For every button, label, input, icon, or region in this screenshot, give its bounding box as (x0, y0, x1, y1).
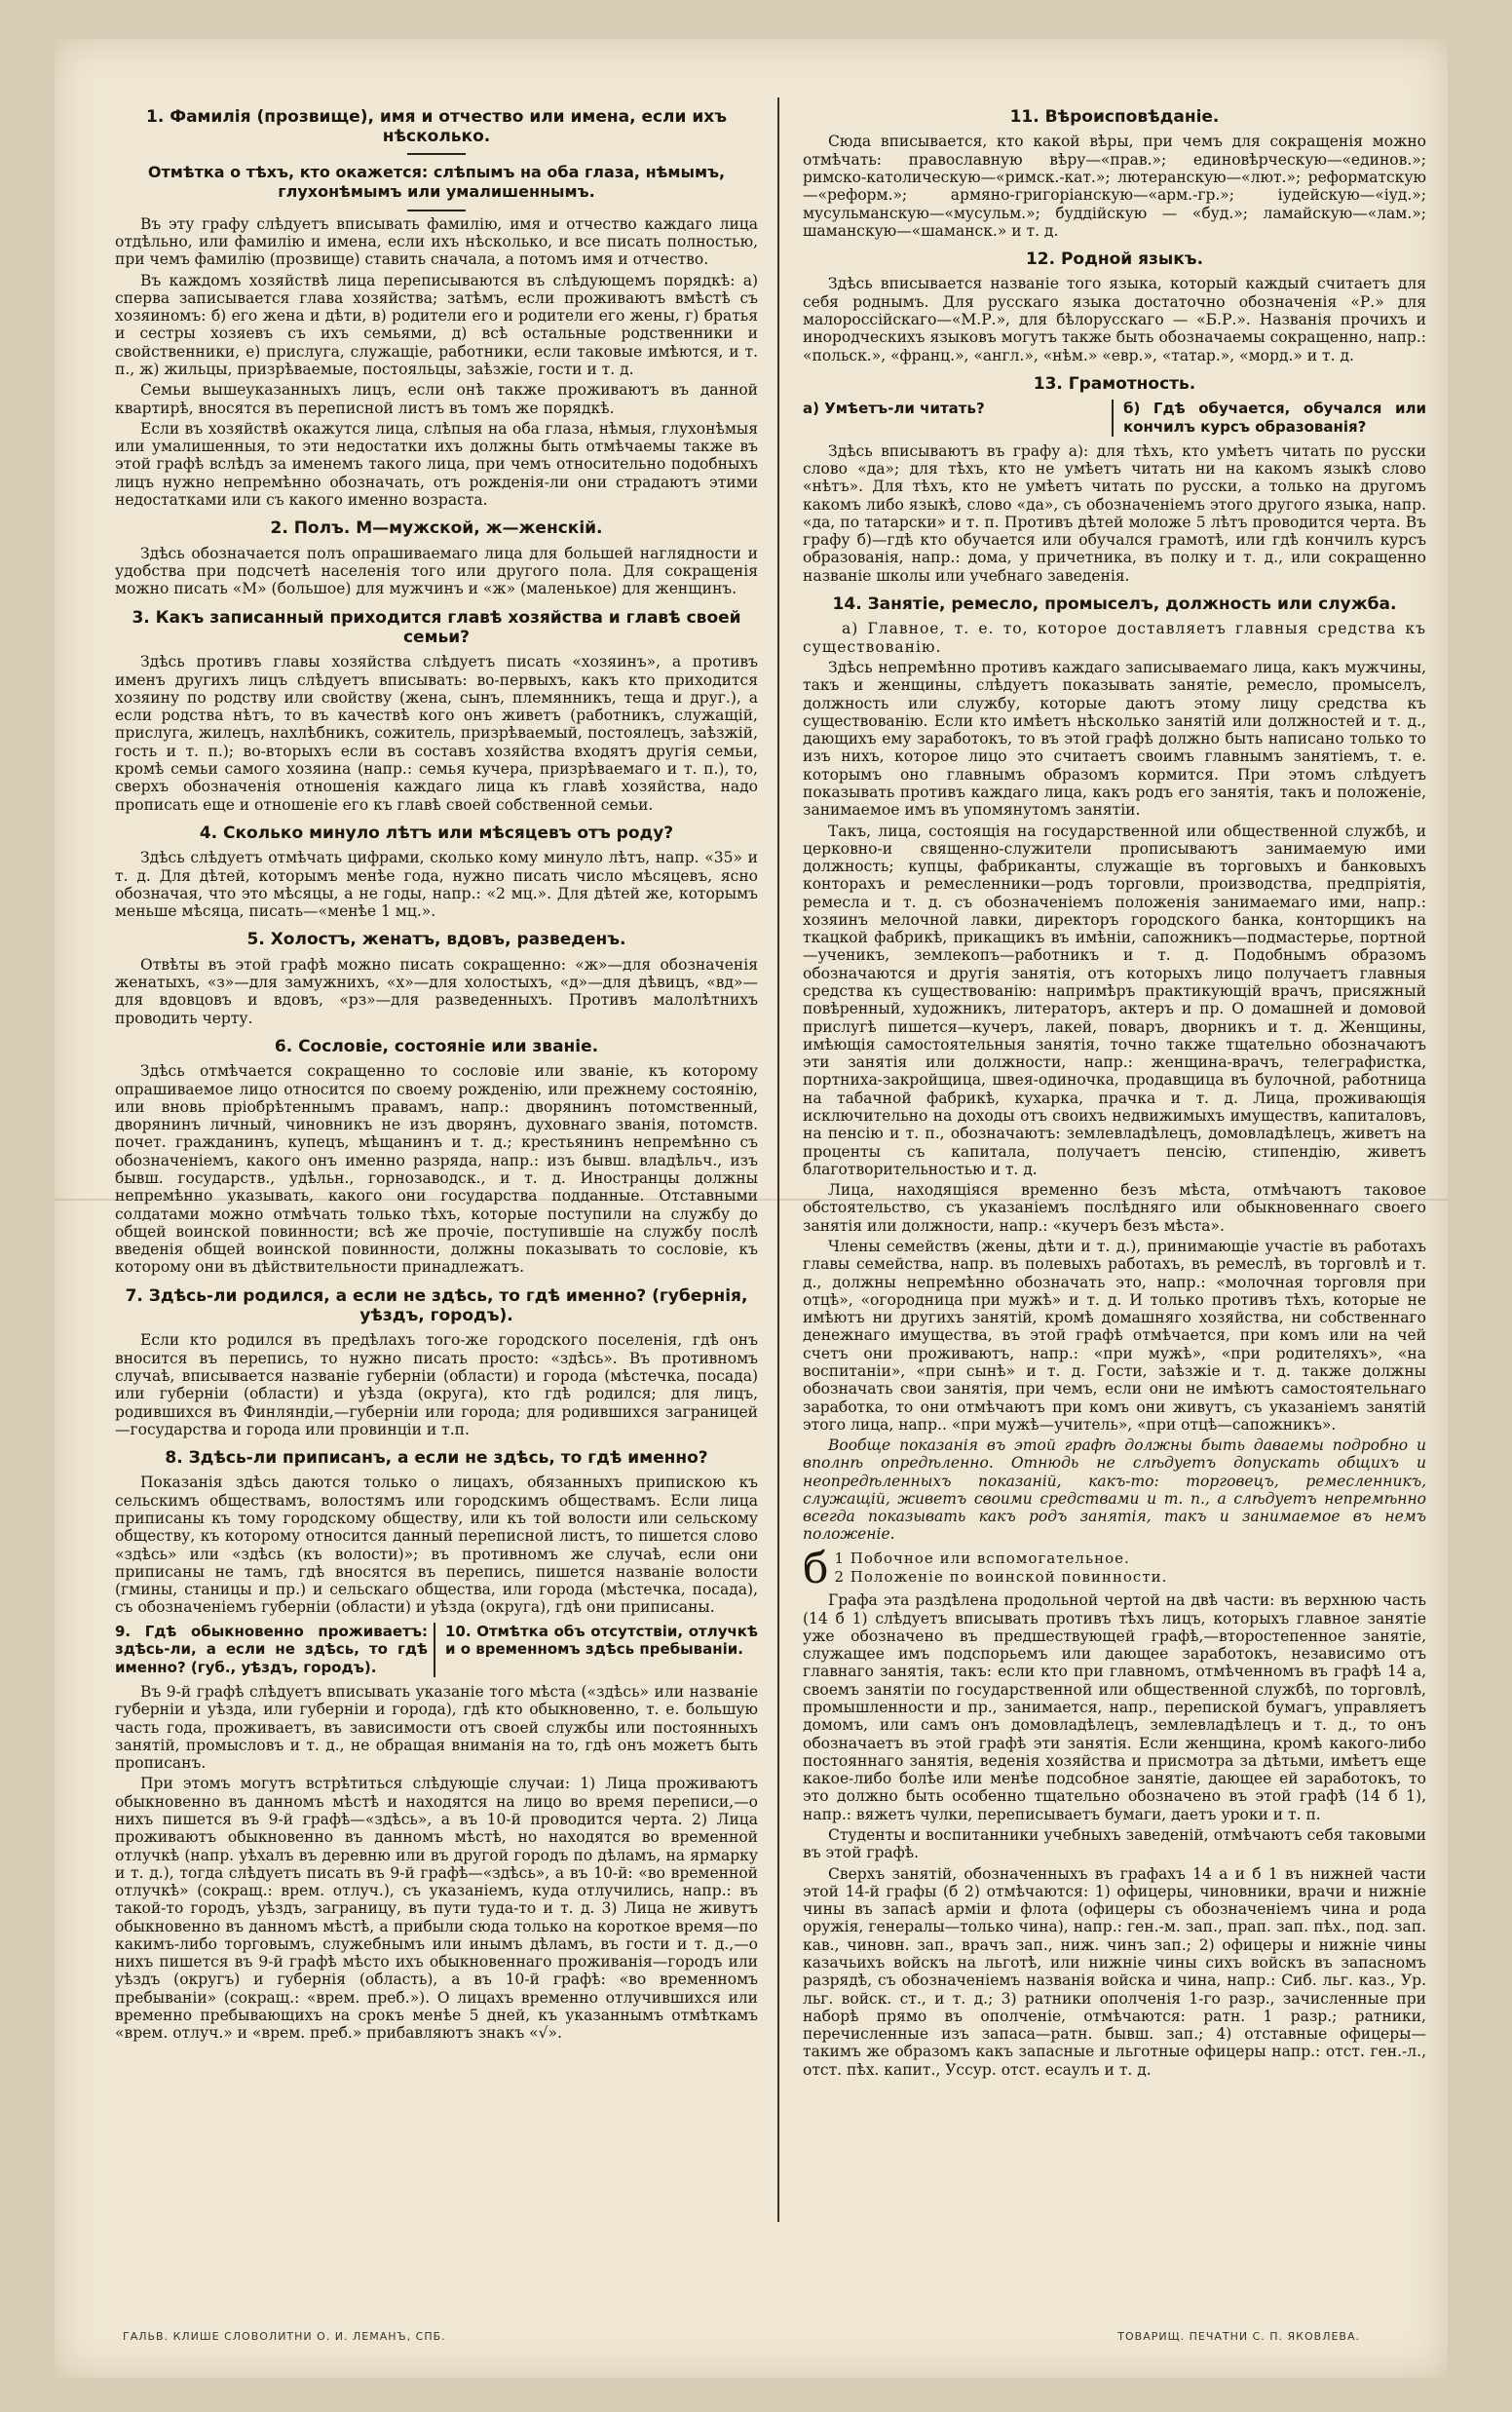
section-14-b1: 1 Побочное или вспомогательное. (834, 1549, 1130, 1567)
section-13-subheads (803, 400, 1426, 437)
section-11-paragraph: Сюда вписывается, кто какой вѣры, при чемъ для сокращенія можно отмѣчать: православную вѣру—«прав.»; единовѣрческую—«единов.»; римско-католическую—«римск.-кат.»; лютеранскую—«лют.»; реформатскую—«реформ.»; армяно-григоріанскую—«арм.-гр.»; іудейскую—«іуд.»; мусульманскую—«мусульм.»; буддійскую — «буд.»; ламайскую—«лам.»; шаманскую—«шаманск.» и т. д. (803, 133, 1426, 240)
section-12-paragraph: Здѣсь вписывается названіе того языка, который каждый считаетъ для себя роднымъ. Для русскаго языка достаточно обозначенія «Р.» для малороссійскаго—«М.Р.», для бѣлорусскаго — «Б.Р.». Названія прочихъ и инородческихъ языковъ могутъ также быть обозначаемы сокращенно, напр.: «польск.», «франц.», «англ.», «нѣм.» «евр.», «татар.», «морд.» и т. д. (803, 275, 1426, 364)
section-14-title: 14. Занятіе, ремесло, промыселъ, должность или служба. (832, 594, 1397, 615)
section-1-paragraph: Если въ хозяйствѣ окажутся лица, слѣпыя на оба глаза, нѣмыя, глухонѣмыя или умалишенныя, то эти недостатки ихъ должны быть отмѣчаемы также въ этой графѣ вслѣдъ за именемъ такого лица, при чемъ относительно подобныхъ лицъ нужно непремѣнно обозначать, отъ рожденія-ли они страдаютъ этими недостатками или съ какого именно возраста. (115, 419, 758, 509)
section-9-10-header (115, 1623, 758, 1677)
section-13-b: б) Гдѣ обучается, обучался или кончилъ курсъ образованія? (1123, 400, 1426, 437)
section-8-paragraph: Показанія здѣсь даются только о лицахъ, обязанныхъ припискою къ сельскимъ обществамъ, волостямъ или городскимъ обществамъ. Если лица приписаны къ тому городскому обществу, или къ той волости или сельскому обществу, къ которому относится данный переписной листъ, то пишется слово «здѣсь» или «здѣсь (къ волости)»; въ противномъ же случаѣ, если они приписаны не тамъ, гдѣ вносятся въ перепись, пишется названіе волости (гмины, станицы и пр.) и сельскаго общества, или города (мѣстечка, посада), съ обозначеніемъ губерніи (области) и уѣзда (округа), гдѣ они приписаны. (115, 1474, 758, 1617)
section-14-b-paragraph: Графа эта раздѣлена продольной чертой на двѣ части: въ верхнюю часть (14 б 1) слѣдуетъ вписывать противъ тѣхъ лицъ, которыхъ главное занятіе уже обозначено въ предшествующей графѣ,—второстепенное занятіе, служащее имъ подспорьемъ или дающее заработокъ, независимо отъ главнаго занятія, такъ: если кто при главномъ, отмѣченномъ въ графѣ 14 а, своемъ занятіи по государственной или общественной службѣ, по торговлѣ, промышленности и пр., занимается, напр., перепиской бумагъ, управляетъ домомъ, или самъ онъ домовладѣлецъ, землевладѣлецъ и т. д., то онъ обозначаетъ въ этой графѣ эти занятія. Если женщина, кромѣ какого-либо постояннаго занятія, веденія хозяйства и присмотра за дѣтьми, имѣетъ еще какое-либо болѣе или менѣе подсобное занятіе, дающее ей заработокъ, то это должно быть особенно тщательно обозначено въ этой графѣ (14 б 1), напр.: вяжетъ чулки, переписываетъ бумаги, даетъ уроки и т. п. (803, 1591, 1426, 1823)
section-2-paragraph: Здѣсь обозначается полъ опрашиваемаго лица для большей наглядности и удобства при подсчетѣ населенія того или другого пола. Для сокращенія можно писать «М» (большое) для мужчинъ и «ж» (маленькое) для женщинъ. (115, 544, 758, 598)
section-10-title: 10. Отмѣтка объ отсутствіи, отлучкѣ и о временномъ здѣсь пребываніи. (445, 1622, 758, 1659)
census-instructions-sheet (55, 39, 1448, 2378)
section-14-paragraph: Члены семействъ (жены, дѣти и т. д.), принимающіе участіе въ работахъ главы семейства, напр. въ полевыхъ работахъ, въ ремеслѣ, въ торговлѣ и т. д., должны непремѣнно обозначать это, напр.: «молочная торговля при отцѣ», «огородница при мужѣ» и т. д. И только противъ тѣхъ, которые не имѣютъ ни другихъ занятій, кромѣ домашняго хозяйства, ни собственнаго денежнаго имущества, въ этой графѣ отмѣчается, при комъ или на чей счетъ они проживаютъ, напр.: «при мужѣ», «при родителяхъ», «на воспитаніи», «при сынѣ» и т. д. Гости, заѣзжіе и т. д. также должны обозначать свои занятія, при чемъ, если они не имѣютъ самостоятельнаго заработка, то они отмѣчаютъ при комъ они живутъ, съ указаніемъ занятій этого лица, напр.. «при мужѣ—учитель», «при отцѣ—сапожникъ». (803, 1237, 1426, 1434)
section-6-paragraph: Здѣсь отмѣчается сокращенно то сословіе или званіе, къ которому опрашиваемое лицо относится по своему рожденію, или прежнему состоянію, или вновь пріобрѣтеннымъ правамъ, напр.: дворянинъ потомственный, дворянинъ личный, чиновникъ не изъ дворянъ, духовнаго званія, потомств. почет. гражданинъ, купецъ, мѣщанинъ и т. д.; крестьянинъ непремѣнно съ обозначеніемъ, какого онъ именно разряда, напр.: изъ бывш. владѣльч., изъ бывш. государств., удѣльн., горнозаводск., и т. д. Иностранцы должны непремѣнно указывать, какого они государства подданные. Отставными солдатами можно отмѣчать только тѣхъ, которые поступили на службу до общей воинской повинности; всѣ же прочіе, поступившіе на службу послѣ введенія общей воинской повинности, должны показывать то сословіе, къ которому они въ дѣйствительности принадлежатъ. (115, 1062, 758, 1277)
section-12-title: 12. Родной языкъ. (1025, 249, 1204, 270)
section-14-paragraph: Такъ, лица, состоящія на государственной или общественной службѣ, и церковно-и священно-служители прописываютъ занимаемую ими должность; купцы, фабриканты, служащіе въ торговыхъ и банковыхъ конторахъ и ремесленники—родъ торговли, производства, предпріятія, ремесла и т. д. съ обозначеніемъ положенія занимаемаго ими, напр.: хозяинъ мелочной лавки, директоръ городского банка, конторщикъ на ткацкой фабрикѣ, прикащикъ въ имѣніи, сапожникъ—подмастерье, портной—ученикъ, землекопъ—работникъ и т. д. Подобнымъ образомъ обозначаются и другія занятія, отъ которыхъ лицо получаетъ главныя средства къ существованію: напримѣръ практикующій врачъ, присяжный повѣренный, художникъ, литераторъ, актеръ и пр. О домашней и домовой прислугѣ пишется—кучеръ, лакей, поваръ, дворникъ и т. д. Женщины, имѣющія самостоятельныя занятія, точно также тщательно обозначаютъ эти занятія или должности, напр.: женщина-врачъ, телеграфистка, портниха-закройщица, швея-одиночка, продавщица въ булочной, работница на табачной фабрикѣ, кухарка, прачка и т. д. Лица, проживающія исключительно на доходы отъ своихъ недвижимыхъ имуществъ, капиталовъ, на пенсію и т. п., обозначаютъ: землевладѣлецъ, домовладѣлецъ, живетъ на проценты съ капитала, получаетъ пенсію, стипендію, живетъ благотворительностью и т. д. (803, 822, 1426, 1178)
section-1-subtitle: Отмѣтка о тѣхъ, кто окажется: слѣпымъ на оба глаза, нѣмымъ, глухонѣмымъ или умалишеннымъ. (147, 162, 726, 201)
section-1-title: 1. Фамилія (прозвище), имя и отчество или имена, если ихъ нѣсколько. (146, 107, 727, 147)
section-2-title: 2. Полъ. М—мужской, ж—женскій. (270, 518, 603, 539)
section-8-title: 8. Здѣсь-ли приписанъ, а если не здѣсь, то гдѣ именно? (165, 1448, 708, 1469)
section-14-b-letter: б (803, 1543, 829, 1593)
section-11-title: 11. Вѣроисповѣданіе. (1009, 107, 1220, 127)
section-5-title: 5. Холостъ, женатъ, вдовъ, разведенъ. (246, 930, 626, 950)
section-14-b-subheads (803, 1543, 1426, 1593)
section-13-paragraph: Здѣсь вписываютъ въ графу а): для тѣхъ, кто умѣетъ читать по русски слово «да»; для тѣхъ, кто не умѣетъ читать ни на какомъ языкѣ слово «нѣтъ». Для тѣхъ, кто не умѣетъ читать по русски, а только на другомъ какомъ либо языкѣ, слово «да», съ обозначеніемъ этого другого языка, напр. «да, по татарски» и т. п. Противъ дѣтей моложе 5 лѣтъ проводится черта. Въ графу б)—гдѣ кто обучается или обучался грамотѣ, или гдѣ кончилъ курсъ образованія, напр.: дома, у причетника, въ полку и т. д., или сокращенно названіе школы или учебнаго заведенія. (803, 441, 1426, 585)
footer-right-imprint: ТОВАРИЩ. ПЕЧАТНИ С. П. ЯКОВЛЕВА. (1117, 2330, 1360, 2343)
section-7-title: 7. Здѣсь-ли родился, а если не здѣсь, то гдѣ именно? (губернія, уѣздъ, городъ). (125, 1285, 748, 1326)
title-rule (407, 210, 466, 211)
right-column (803, 97, 1426, 2082)
section-13-a: а) Умѣетъ-ли читать? (803, 400, 1114, 437)
footer-left-imprint: ГАЛЬВ. КЛИШЕ СЛОВОЛИТНИ О. И. ЛЕМАНЪ, СПБ. (123, 2330, 446, 2343)
section-9-paragraph: Въ 9-й графѣ слѣдуетъ вписывать указаніе того мѣста («здѣсь» или названіе губерніи и уѣзда, или губерніи и города), гдѣ кто обыкновенно, т. е. большую часть года, проживаетъ, въ зависимости отъ своей службы или постоянныхъ занятій, промысловъ и т. д., не обращая вниманія на то, гдѣ онъ можетъ быть прописанъ. (115, 1682, 758, 1773)
section-14-paragraph: Здѣсь непремѣнно противъ каждаго записываемаго лица, какъ мужчины, такъ и женщины, слѣдуетъ показывать занятіе, ремесло, промыселъ, должность или службу, которые даютъ этому лицу средства къ существованію. Если кто имѣетъ нѣсколько занятій или должностей и т. д., дающихъ ему заработокъ, то въ этой графѣ должно быть написано только то изъ нихъ, которое лицо это считаетъ своимъ главнымъ занятіемъ, т. е. которымъ оно главнымъ образомъ кормится. При этомъ слѣдуетъ показывать противъ каждаго лица, какъ родъ его занятія, такъ и положеніе, занимаемое имъ въ упомянутомъ занятіи. (803, 658, 1426, 820)
section-14-b-paragraph: Студенты и воспитанники учебныхъ заведеній, отмѣчаютъ себя таковыми въ этой графѣ. (803, 1826, 1426, 1862)
section-1-paragraph: Семьи вышеуказанныхъ лицъ, если онѣ также проживаютъ въ данной квартирѣ, вносятся въ переписной листъ въ томъ же порядкѣ. (115, 381, 758, 417)
section-14-a-subtitle: а) Главное, т. е. то, которое доставляетъ главныя средства къ существованію. (803, 620, 1426, 656)
section-9-paragraph: При этомъ могутъ встрѣтиться слѣдующіе случаи: 1) Лица проживаютъ обыкновенно въ данномъ мѣстѣ и находятся на лицо во время переписи,—о нихъ пишется въ 9-й графѣ—«здѣсь», а въ 10-й проводится черта. 2) Лица проживаютъ обыкновенно въ данномъ мѣстѣ, но находятся во временной отлучкѣ (напр. уѣхалъ въ деревню или въ другой городъ по дѣламъ, на ярмарку и т. д.), тогда слѣдуетъ писать въ 9-й графѣ—«здѣсь», а въ 10-й: «во временной отлучкѣ» (сокращ.: врем. отлуч.), съ указаніемъ, куда отлучились, напр.: въ такой-то городъ, уѣздъ, заграницу, въ пути туда-то и т. д. 3) Лица не живутъ обыкновенно въ данномъ мѣстѣ, а прибыли сюда только на короткое время—по какимъ-либо торговымъ, служебнымъ или инымъ дѣламъ, въ гости и т. д.,—о нихъ пишется въ 9-й графѣ мѣсто ихъ обыкновеннаго проживанія—городъ или уѣздъ (округъ) и губернія (область), а въ 10-й графѣ: «во временномъ пребываніи» (сокращ.: «врем. преб.»). О лицахъ временно отлучившихся или временно пребывающихъ на срокъ менѣе 5 дней, къ указаннымъ отмѣткамъ «врем. отлуч.» и «врем. преб.» прибавляютъ знакъ «√». (115, 1775, 758, 2043)
section-14-b2: 2 Положеніе по воинской повинности. (834, 1568, 1168, 1587)
section-5-paragraph: Отвѣты въ этой графѣ можно писать сокращенно: «ж»—для обозначенія женатыхъ, «з»—для замужнихъ, «х»—для холостыхъ, «д»—для дѣвицъ, «вд»—для вдовцовъ и вдовъ, «рз»—для разведенныхъ. Противъ малолѣтнихъ проводить черту. (115, 955, 758, 1027)
title-rule (407, 153, 466, 155)
section-13-title: 13. Грамотность. (1033, 373, 1196, 394)
section-4-paragraph: Здѣсь слѣдуетъ отмѣчать цифрами, сколько кому минуло лѣтъ, напр. «35» и т. д. Для дѣтей, которымъ менѣе года, нужно писать число мѣсяцевъ, ясно обозначая, что это мѣсяцы, а не годы, напр.: «2 мц.». Для дѣтей же, которымъ меньше мѣсяца, писать—«менѣе 1 мц.». (115, 849, 758, 921)
section-9-title: 9. Гдѣ обыкновенно проживаетъ: здѣсь-ли, а если не здѣсь, то гдѣ именно? (губ., уѣздъ, городъ). (115, 1623, 435, 1677)
section-14-paragraph: Вообще показанія въ этой графѣ должны быть даваемы подробно и вполнѣ опредѣленно. Отнюдь не слѣдуетъ допускать общихъ и неопредѣленныхъ показаній, какъ-то: торговецъ, ремесленникъ, служащій, живетъ своими средствами и т. п., а слѣдуетъ непремѣнно всегда показывать какъ родъ занятія, такъ и занимаемое въ немъ положеніе. (803, 1436, 1426, 1544)
section-4-title: 4. Сколько минуло лѣтъ или мѣсяцевъ отъ роду? (199, 823, 674, 843)
section-1-paragraph: Въ эту графу слѣдуетъ вписывать фамилію, имя и отчество каждаго лица отдѣльно, или фамилію и имена, если ихъ нѣсколько, и все писать полностью, при чемъ фамилію (прозвище) ставить сначала, а потомъ имя и отчество. (115, 214, 758, 269)
column-divider (777, 97, 779, 2222)
section-14-b-paragraph: Сверхъ занятій, обозначенныхъ въ графахъ 14 а и б 1 въ нижней части этой 14-й графы (б 2) отмѣчаются: 1) офицеры, чиновники, врачи и нижніе чины въ запасѣ арміи и флота (офицеры съ обозначеніемъ чина и рода оружія, генералы—только чина), напр.: ген.-м. зап., прап. зап. пѣх., под. зап. кав., чиновн. зап., врачъ зап., ниж. чинъ зап.; 2) офицеры и нижніе чины казачьихъ войскъ на льготѣ, или нижніе чины сихъ войскъ въ запасномъ разрядѣ, съ обозначеніемъ названія войска и чина, напр.: Сиб. льг. каз., Ур. льг. войск. ст., и т. д.; 3) ратники ополченія 1-го разр., зачисленные при наборѣ прямо въ ополченіе, отмѣчаются: ратн. 1 разр.; ратники, перечисленные изъ запаса—ратн. бывш. зап.; 4) отставные офицеры—такимъ же образомъ какъ запасные и льготные офицеры напр.: отст. ген.-л., отст. пѣх. капит., Уссур. отст. есаулъ и т. д. (803, 1864, 1426, 2079)
left-column (115, 97, 758, 2046)
section-1-paragraph: Въ каждомъ хозяйствѣ лица переписываются въ слѣдующемъ порядкѣ: а) сперва записывается глава хозяйства; затѣмъ, если проживаютъ вмѣстѣ съ хозяиномъ: б) его жена и дѣти, в) родители его и родители его жены, г) братья и сестры хозяевъ съ ихъ семьями, д) всѣ остальные родственники и свойственники, е) прислуга, служащіе, работники, если таковые имѣются, и т. п., ж) жильцы, призрѣваемые, постояльцы, заѣзжіе, гости и т. д. (115, 271, 758, 379)
section-7-paragraph: Если кто родился въ предѣлахъ того-же городского поселенія, гдѣ онъ вносится въ перепись, то нужно писать просто: «здѣсь». Въ противномъ случаѣ, вписывается названіе губерніи (области) и города (мѣстечка, посада) или губерніи (области) и уѣзда (округа), кто гдѣ родился; для лицъ, родившихся въ Финляндіи,—губерніи или города; для родившихся заграницей—государства и города или провинціи и т.п. (115, 1331, 758, 1438)
section-14-paragraph: Лица, находящіяся временно безъ мѣста, отмѣчаютъ таковое обстоятельство, съ указаніемъ послѣдняго или обыкновеннаго своего занятія или должности, напр.: «кучеръ безъ мѣста». (803, 1181, 1426, 1235)
section-3-title: 3. Какъ записанный приходится главѣ хозяйства и главѣ своей семьи? (132, 607, 741, 647)
section-3-paragraph: Здѣсь противъ главы хозяйства слѣдуетъ писать «хозяинъ», а противъ именъ другихъ лицъ слѣдуетъ вписывать: во-первыхъ, какъ кто приходится хозяину по родству или свойству (жена, сынъ, племянникъ, теща и друг.), а если родства нѣтъ, то въ качествѣ кого онъ живетъ (работникъ, служащій, прислуга, жилецъ, нахлѣбникъ, сожитель, призрѣваемый, постоялецъ, заѣзжій, гость и т. п.); во-вторыхъ если въ составъ хозяйства входятъ другія семьи, кромѣ семьи самого хозяина (напр.: семья кучера, призрѣваемаго и т. п.), то, сверхъ обозначенія отношенія каждаго лица къ главѣ хозяйства, надо прописать еще и отношеніе его къ главѣ своей собственной семьи. (115, 653, 758, 814)
section-6-title: 6. Сословіе, состояніе или званіе. (274, 1036, 599, 1056)
